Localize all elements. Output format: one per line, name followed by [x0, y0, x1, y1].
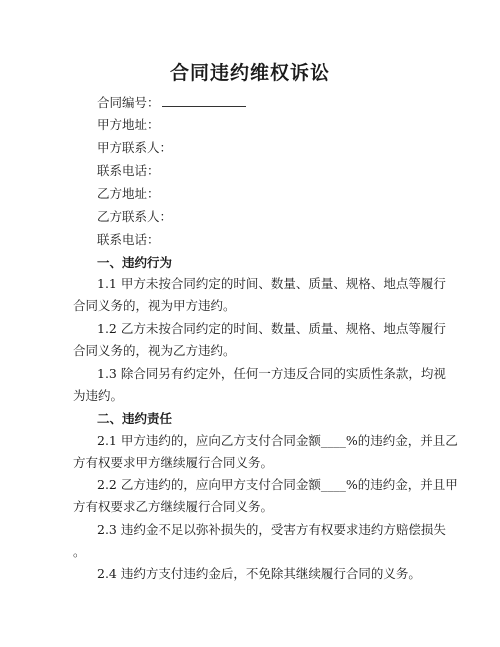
- party-a-contact-label: 甲方联系人：: [97, 140, 173, 155]
- clause-2-2-line-2: 方有权要求乙方继续履行合同义务。: [73, 499, 274, 514]
- party-b-address-label: 乙方地址：: [97, 186, 160, 201]
- clause-1-2-line-2: 合同义务的，视为乙方违约。: [73, 343, 236, 358]
- contract-number-blank: [162, 94, 246, 107]
- clause-2-3-line-1: 2.3 违约金不足以弥补损失的，受害方有权要求违约方赔偿损失: [97, 522, 446, 537]
- contract-number-field: [97, 94, 246, 111]
- contract-number-label: 合同编号：: [97, 95, 160, 110]
- party-b-contact-label: 乙方联系人：: [97, 209, 173, 224]
- clause-1-1-line-2: 合同义务的，视为甲方违约。: [73, 298, 236, 313]
- clause-1-3-line-2: 为违约。: [73, 388, 124, 403]
- document-title: 合同违约维权诉讼: [169, 62, 330, 84]
- clause-2-1-line-2: 方有权要求甲方继续履行合同义务。: [73, 455, 274, 470]
- clause-2-4-line-1: 2.4 违约方支付违约金后，不免除其继续履行合同的义务。: [97, 566, 421, 581]
- party-b-phone-label: 联系电话：: [97, 232, 160, 247]
- clause-1-2-line-1: 1.2 乙方未按合同约定的时间、数量、质量、规格、地点等履行: [97, 321, 446, 336]
- party-a-address-label: 甲方地址：: [97, 117, 160, 132]
- clause-2-1-line-1: 2.1 甲方违约的，应向乙方支付合同金额____%的违约金，并且乙: [97, 433, 458, 448]
- section-heading-breach: 一、违约行为: [97, 255, 173, 270]
- party-a-phone-label: 联系电话：: [97, 163, 160, 178]
- clause-2-3-line-2: 。: [73, 544, 86, 559]
- clause-2-2-line-1: 2.2 乙方违约的，应向甲方支付合同金额____%的违约金，并且甲: [97, 477, 458, 492]
- section-heading-liability: 二、违约责任: [97, 411, 173, 426]
- clause-1-1-line-1: 1.1 甲方未按合同约定的时间、数量、质量、规格、地点等履行: [97, 276, 446, 291]
- clause-1-3-line-1: 1.3 除合同另有约定外，任何一方违反合同的实质性条款，均视: [97, 366, 446, 381]
